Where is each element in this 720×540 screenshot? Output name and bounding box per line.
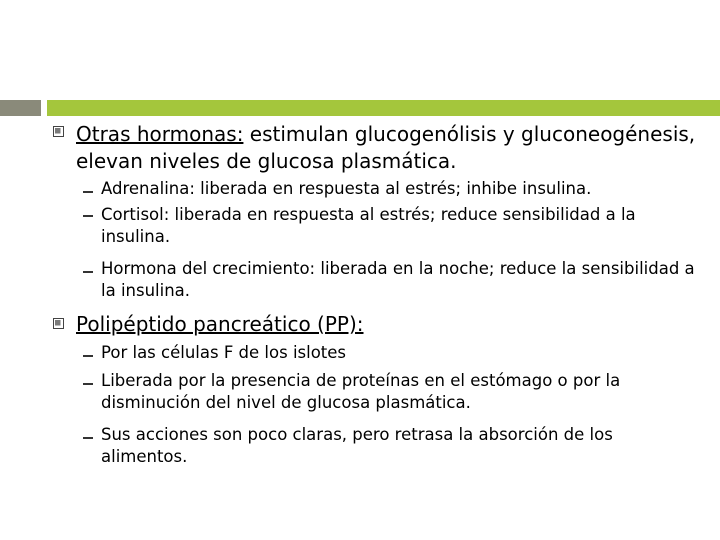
dash-icon [83,383,93,385]
bullet-1-text: estimulan glucogenólisis y gluconeogénesis, elevan niveles de glucosa plasmática. [76,122,696,173]
bullet-1-subitem-2: Cortisol: liberada en respuesta al estrés; reduce sensibilidad a la insulina. [101,205,636,246]
dash-icon [83,191,93,193]
dash-icon [83,215,93,217]
bullet-1-subitem-3: Hormona del crecimiento: liberada en la noche; reduce la sensibilidad a la insulina. [101,259,695,300]
bullet-1-subitem-1: Adrenalina: liberada en respuesta al estrés; inhibe insulina. [101,179,592,198]
checkbox-bullet-icon [53,126,64,137]
bullet-2-heading: Polipéptido pancreático (PP): [76,312,364,336]
dash-icon [83,355,93,357]
bullet-2 [76,311,706,338]
dash-icon [83,437,93,439]
bullet-2-subitem-3: Sus acciones son poco claras, pero retrasa la absorción de los alimentos. [101,425,613,466]
bullet-2-subitem-1: Por las células F de los islotes [101,343,347,362]
bullet-1-heading: Otras hormonas: [76,122,244,146]
checkbox-bullet-icon [53,318,64,329]
bullet-2-subitem-2: Liberada por la presencia de proteínas en el estómago o por la disminución del nivel de glucosa plasmática. [101,371,621,412]
dash-icon [83,271,93,273]
bullet-1 [76,121,706,175]
